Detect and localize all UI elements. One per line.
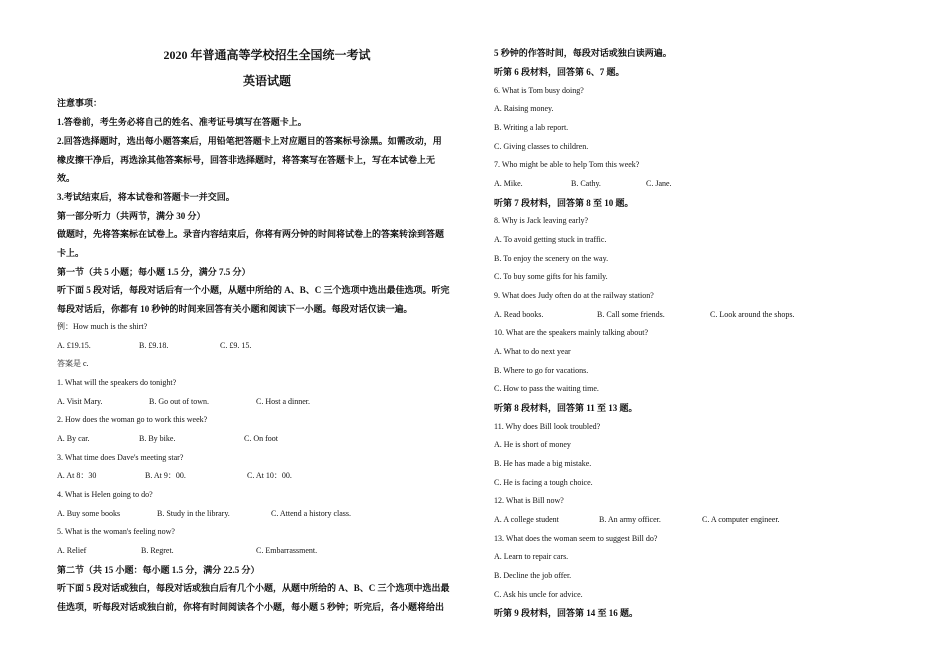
q3-option-c: C. At 10：00. [247, 471, 292, 480]
question-3: 3. What time does Dave's meeting star? [57, 453, 184, 462]
q12-option-a: A. A college student [494, 515, 559, 524]
question-6: 6. What is Tom busy doing? [494, 86, 584, 95]
notice-item-2-line3: 效。 [57, 173, 76, 183]
part1-instruction-line2: 卡上。 [57, 248, 85, 258]
section1-heading: 第一节（共 5 小题；每小题 1.5 分，满分 7.5 分） [57, 267, 251, 277]
q7-option-c: C. Jane. [646, 179, 672, 188]
q6-option-a: A. Raising money. [494, 104, 554, 113]
q2-option-c: C. On foot [244, 434, 278, 443]
section1-instruction-line2: 每段对话后，你都有 10 秒钟的时间来回答有关小题和阅读下一小题。每段对话仅读一遍。 [57, 304, 413, 314]
question-5: 5. What is the woman's feeling now? [57, 527, 175, 536]
material-8-heading: 听第 8 段材料，回答第 11 至 13 题。 [494, 403, 638, 413]
example-question: 例：How much is the shirt? [57, 322, 148, 331]
q2-option-a: A. By car. [57, 434, 90, 443]
part1-heading: 第一部分听力（共两节，满分 30 分） [57, 211, 206, 221]
question-2: 2. How does the woman go to work this week? [57, 415, 208, 424]
q5-option-c: C. Embarrassment. [256, 546, 318, 555]
question-4: 4. What is Helen going to do? [57, 490, 153, 499]
q13-option-a: A. Learn to repair cars. [494, 552, 569, 561]
q12-option-b: B. An army officer. [599, 515, 661, 524]
q2-option-b: B. By bike. [139, 434, 176, 443]
q7-option-a: A. Mike. [494, 179, 523, 188]
q7-option-b: B. Cathy. [571, 179, 601, 188]
q10-option-a: A. What to do next year [494, 347, 571, 356]
notice-item-1: 1.答卷前，考生务必将自己的姓名、准考证号填写在答题卡上。 [57, 117, 307, 127]
material-7-heading: 听第 7 段材料，回答第 8 至 10 题。 [494, 198, 634, 208]
part1-instruction-line1: 做题时，先将答案标在试卷上。录音内容结束后，你将有两分钟的时间将试卷上的答案转涂到答题 [57, 229, 445, 239]
q8-option-a: A. To avoid getting stuck in traffic. [494, 235, 607, 244]
section1-instruction-line1: 听下面 5 段对话，每段对话后有一个小题，从题中所给的 A、B、C 三个选项中选出最佳选项。听完 [57, 285, 450, 295]
q6-option-c: C. Giving classes to children. [494, 142, 589, 151]
q3-option-b: B. At 9：00. [145, 471, 186, 480]
question-11: 11. Why does Bill look troubled? [494, 422, 601, 431]
q8-option-b: B. To enjoy the scenery on the way. [494, 254, 609, 263]
example-option-b: B. £9.18. [139, 341, 169, 350]
q8-option-c: C. To buy some gifts for his family. [494, 272, 608, 281]
material-9-heading: 听第 9 段材料，回答第 14 至 16 题。 [494, 608, 639, 618]
q9-option-a: A. Read books. [494, 310, 544, 319]
q10-option-b: B. Where to go for vacations. [494, 366, 589, 375]
q12-option-c: C. A computer engineer. [702, 515, 780, 524]
q13-option-c: C. Ask his uncle for advice. [494, 590, 583, 599]
q10-option-c: C. How to pass the waiting time. [494, 384, 599, 393]
section2-instruction-continued: 5 秒钟的作答时间，每段对话或独白读两遍。 [494, 48, 672, 58]
q11-option-a: A. He is short of money [494, 440, 571, 449]
question-7: 7. Who might be able to help Tom this week? [494, 160, 640, 169]
q13-option-b: B. Decline the job offer. [494, 571, 572, 580]
question-13: 13. What does the woman seem to suggest Bill do? [494, 534, 658, 543]
q1-option-a: A. Visit Mary. [57, 397, 103, 406]
notice-item-2-line2: 橡皮擦干净后，再选涂其他答案标号，回答非选择题时，将答案写在答题卡上，写在本试卷上无 [57, 155, 436, 165]
question-1: 1. What will the speakers do tonight? [57, 378, 177, 387]
notice-item-3: 3.考试结束后，将本试卷和答题卡一并交回。 [57, 192, 235, 202]
q5-option-a: A. Relief [57, 546, 87, 555]
example-answer: 答案是 c. [57, 359, 89, 368]
exam-subtitle: 英语试题 [242, 74, 291, 88]
q4-option-b: B. Study in the library. [157, 509, 230, 518]
q4-option-a: A. Buy some books [57, 509, 121, 518]
question-8: 8. Why is Jack leaving early? [494, 216, 589, 225]
q1-option-c: C. Host a dinner. [256, 397, 310, 406]
section2-instruction-line1: 听下面 5 段对话或独白，每段对话或独白后有几个小题，从题中所给的 A、B、C 三个选项中选出最 [57, 583, 450, 593]
notice-heading: 注意事项： [57, 98, 103, 108]
question-9: 9. What does Judy often do at the railway station? [494, 291, 654, 300]
q6-option-b: B. Writing a lab report. [494, 123, 569, 132]
q1-option-b: B. Go out of town. [149, 397, 209, 406]
section2-heading: 第二节（共 15 小题：每小题 1.5 分，满分 22.5 分） [57, 565, 260, 575]
question-10: 10. What are the speakers mainly talking about? [494, 328, 649, 337]
q3-option-a: A. At 8：30 [57, 471, 97, 480]
q11-option-b: B. He has made a big mistake. [494, 459, 592, 468]
material-6-heading: 听第 6 段材料，回答第 6、7 题。 [494, 67, 625, 77]
q4-option-c: C. Attend a history class. [271, 509, 351, 518]
notice-item-2-line1: 2.回答选择题时，选出每小题答案后，用铅笔把答题卡上对应题目的答案标号涂黑。如需改动，用 [57, 136, 442, 146]
section2-instruction-line2: 佳选项，听每段对话或独白前，你将有时间阅读各个小题，每小题 5 秒钟；听完后，各小题将给出 [57, 602, 445, 612]
example-option-a: A. £19.15. [57, 341, 91, 350]
q5-option-b: B. Regret. [141, 546, 174, 555]
example-option-c: C. £9. 15. [220, 341, 252, 350]
q9-option-c: C. Look around the shops. [710, 310, 795, 319]
exam-title: 2020 年普通高等学校招生全国统一考试 [163, 48, 371, 62]
q9-option-b: B. Call some friends. [597, 310, 665, 319]
question-12: 12. What is Bill now? [494, 496, 564, 505]
q11-option-c: C. He is facing a tough choice. [494, 478, 593, 487]
